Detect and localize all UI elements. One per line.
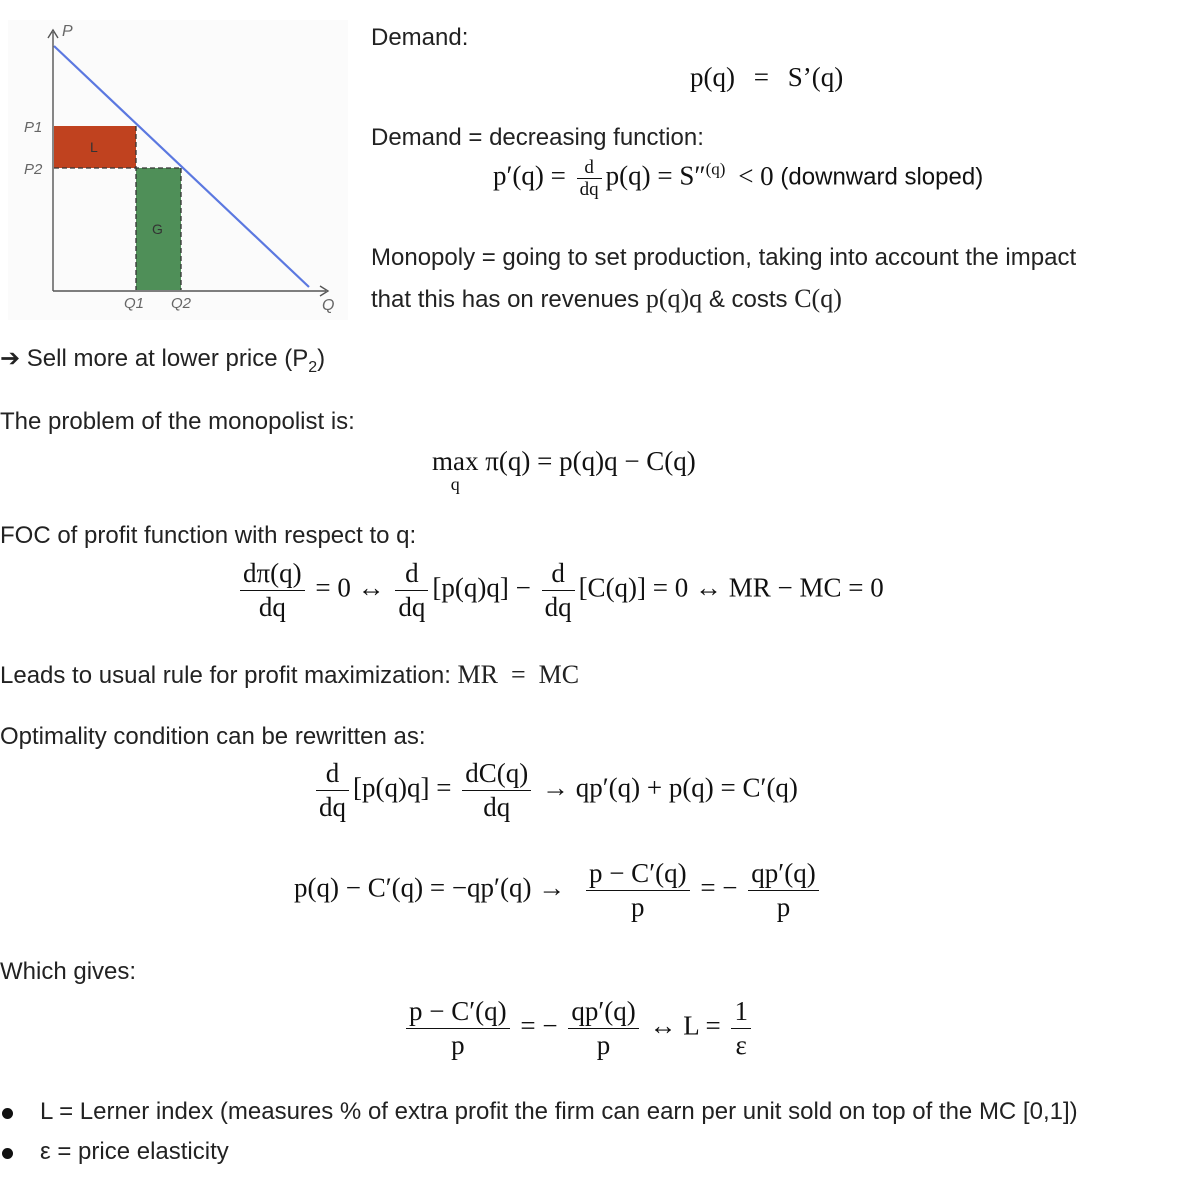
opt-e2-f2-den: p [776, 892, 791, 922]
axis-p-label: P [62, 23, 73, 40]
demand-label: Demand: [371, 24, 469, 51]
foc-equation [236, 560, 884, 621]
axis-q-label: Q [322, 297, 335, 314]
foc-frac-3 [542, 560, 575, 621]
foc-frac-2 [395, 560, 428, 621]
foc-label: FOC of profit function with respect to q: [0, 522, 417, 549]
opt-e1-num: d [316, 760, 349, 791]
foc-f2-den: dq [398, 592, 426, 622]
arrow-icon: ➔ [0, 345, 21, 372]
gives-f3-num: 1 [731, 998, 751, 1029]
opt-e2-frac-2 [748, 860, 818, 921]
problem-label: The problem of the monopolist is: [0, 408, 355, 435]
rule-equation: MR = MC [457, 660, 580, 689]
gives-mid: = − [520, 1010, 558, 1041]
bullet-elasticity: ε = price elasticity [40, 1138, 229, 1165]
foc-end: [C(q)] = 0 ↔ MR − MC = 0 [578, 572, 884, 603]
monopoly-line2-c: & costs [702, 286, 795, 313]
foc-f3-num: d [542, 560, 575, 591]
rule-text: Leads to usual rule for profit maximization: [0, 662, 458, 689]
gives-f2-den: p [596, 1030, 611, 1060]
demand-equation [690, 64, 843, 91]
gives-frac-3 [731, 998, 751, 1059]
max-operator [432, 448, 479, 493]
sell-more-line [0, 344, 325, 377]
bullet-lerner: L = Lerner index (measures % of extra profit the firm can earn per unit sold on top of the MC [0,1]) [40, 1098, 1078, 1125]
foc-f1-num: dπ(q) [240, 560, 305, 591]
problem-equation [432, 448, 696, 493]
max-sub: q [450, 474, 460, 494]
gives-f1-den: p [451, 1030, 465, 1060]
deriv-note: (downward sloped) [780, 163, 984, 191]
deriv-den: dq [579, 179, 599, 200]
opt-e1-end: → qp′(q) + p(q) = C′(q) [541, 772, 798, 803]
opt-e2-f1-num: p − C′(q) [586, 860, 690, 891]
gives-f3-den: ε [735, 1030, 747, 1060]
derivative-equation [493, 158, 983, 199]
opt-e2-mid: = − [700, 872, 738, 903]
sell-more-close: ) [317, 345, 326, 372]
foc-f2-num: d [395, 560, 428, 591]
monopoly-line-1: Monopoly = going to set production, taking into account the impact [371, 244, 1077, 271]
foc-f3-den: dq [544, 592, 572, 622]
opt-e1-f-den: dq [483, 792, 511, 822]
gives-frac-2 [568, 998, 638, 1059]
monopoly-cost: C(q) [794, 284, 842, 313]
p2-label: P2 [24, 161, 43, 178]
q1-label: Q1 [124, 295, 145, 312]
opt-e1-frac-1 [316, 760, 349, 821]
deriv-sup: (q) [705, 159, 726, 179]
opt-e1-den: dq [319, 792, 346, 822]
optimality-equation-2 [294, 860, 823, 921]
lerner-equation [402, 998, 755, 1059]
opt-e1-mid: [p(q)q] = [353, 772, 452, 803]
problem-rest: π(q) = p(q)q − C(q) [485, 446, 696, 476]
optimality-label: Optimality condition can be rewritten as: [0, 723, 426, 750]
opt-e2-frac-1 [586, 860, 690, 921]
q2-label: Q2 [171, 295, 192, 312]
monopoly-line-2 [371, 284, 842, 314]
monopoly-revenue: p(q)q [645, 284, 703, 313]
gives-label: Which gives: [0, 958, 137, 985]
deriv-fraction [577, 158, 602, 199]
deriv-num: d [577, 158, 602, 179]
sell-more-sub: 2 [308, 358, 318, 376]
monopoly-line2-a: that this has on revenues [371, 286, 646, 313]
opt-e1-frac-2 [462, 760, 531, 821]
demand-eq-right: S’(q) [787, 62, 844, 92]
gives-mid-2: ↔ L = [649, 1010, 721, 1041]
p1-label: P1 [24, 119, 43, 136]
demand-eq-sign: = [753, 62, 769, 92]
decreasing-label: Demand = decreasing function: [371, 124, 704, 151]
foc-mid-1: = 0 ↔ [315, 572, 385, 603]
foc-mid-2: [p(q)q] − [432, 572, 531, 603]
optimality-equation-1 [312, 760, 798, 821]
opt-e2-f1-den: p [631, 892, 645, 922]
sell-more-text: Sell more at lower price (P [20, 345, 309, 372]
foc-frac-1 [240, 560, 305, 621]
gives-f1-num: p − C′(q) [406, 998, 510, 1029]
deriv-tail: < 0 [738, 160, 774, 191]
deriv-rhs: p(q) = S″ [605, 160, 706, 191]
foc-f1-den: dq [258, 592, 286, 622]
opt-e1-f-num: dC(q) [462, 760, 531, 791]
demand-eq-left: p(q) [690, 62, 735, 92]
bullet-dot-1 [2, 1108, 13, 1119]
deriv-lhs: p′(q) = [493, 160, 566, 191]
rule-line [0, 660, 579, 690]
region-g-label: G [152, 221, 163, 237]
gives-frac-1 [406, 998, 510, 1059]
opt-e2-start: p(q) − C′(q) = −qp′(q) → [294, 872, 566, 903]
region-l-label: L [90, 139, 98, 155]
monopoly-graph [0, 14, 350, 334]
gives-f2-num: qp′(q) [568, 998, 638, 1029]
opt-e2-f2-num: qp′(q) [748, 860, 818, 891]
max-text: max [432, 446, 479, 476]
bullet-dot-2 [2, 1148, 13, 1159]
